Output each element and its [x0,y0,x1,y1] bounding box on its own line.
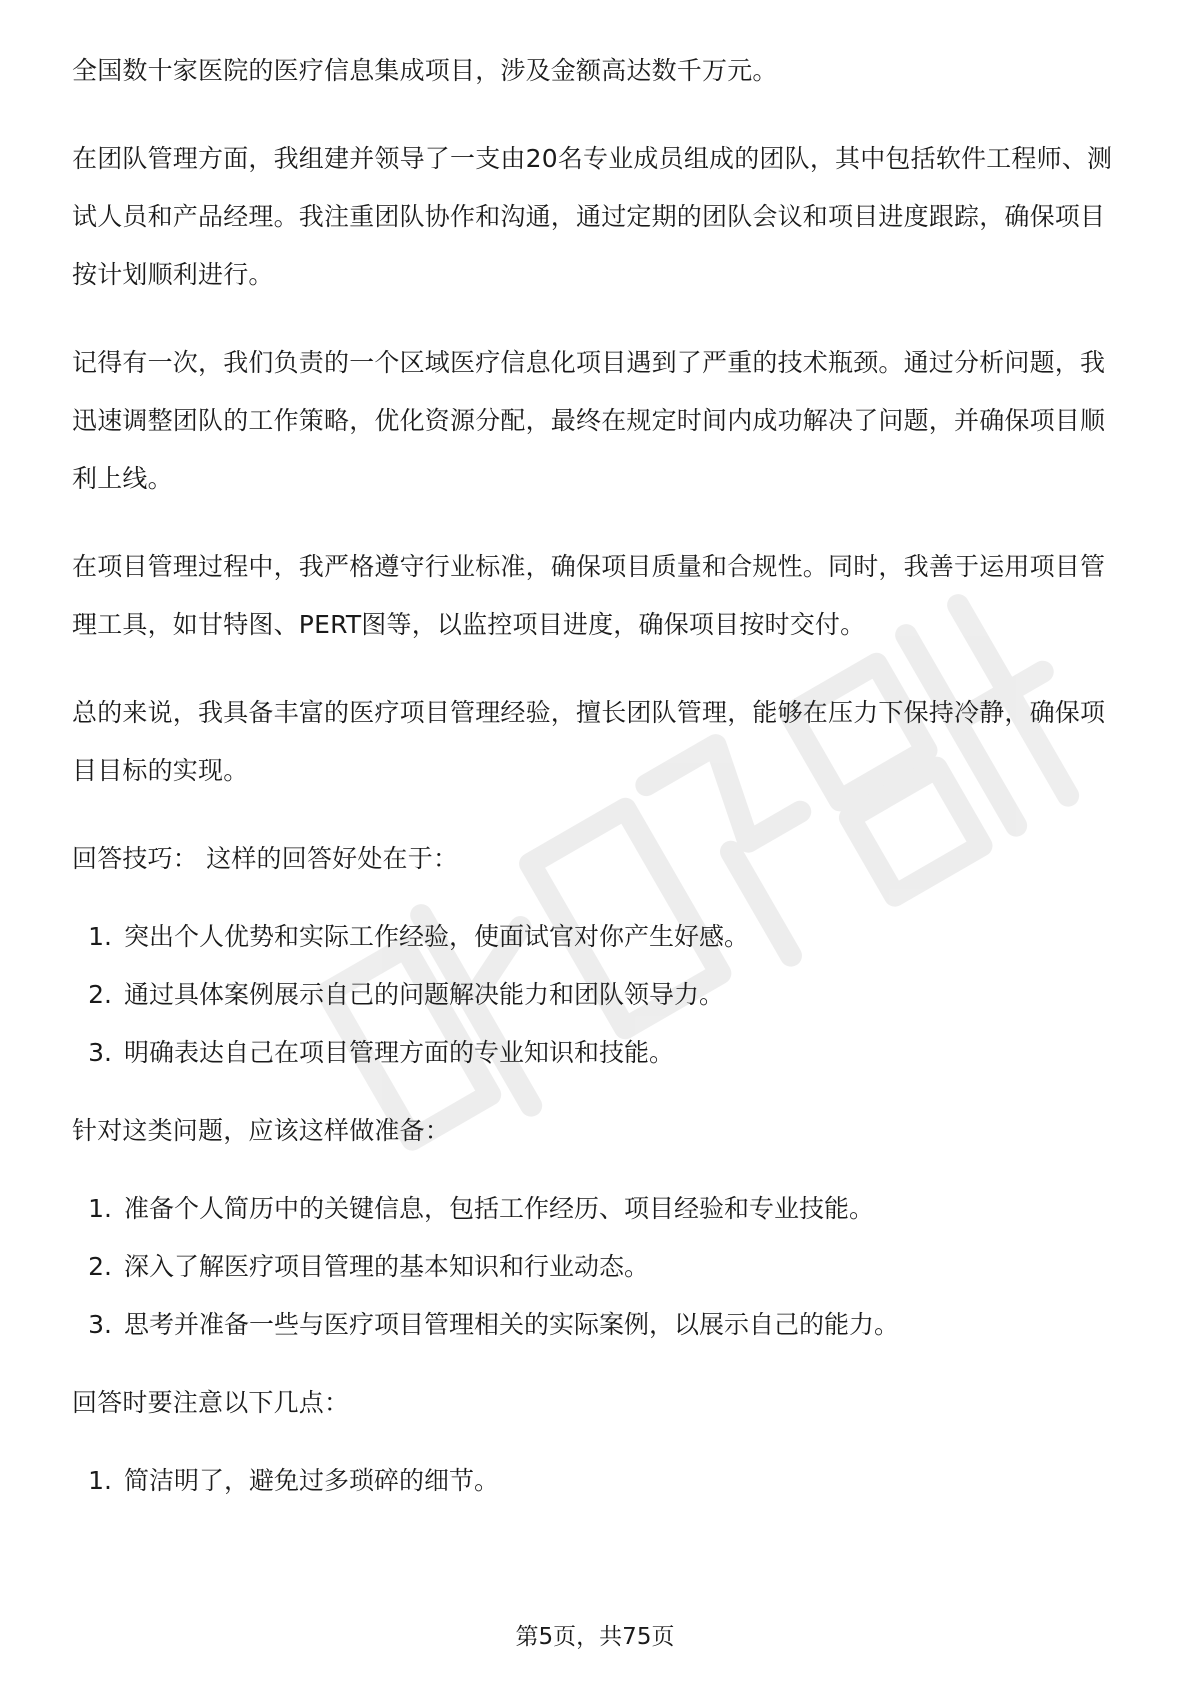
list-item [72,966,1122,1024]
list-number: 2. [88,980,112,1009]
list-item [72,1452,1122,1510]
list-number: 3. [88,1310,112,1339]
list-item [72,1238,1122,1296]
list-number: 1. [88,1194,112,1223]
list-item-text: 明确表达自己在项目管理方面的专业知识和技能。 [124,1038,675,1067]
list-item [72,908,1122,966]
list-item-text: 突出个人优势和实际工作经验，使面试官对你产生好感。 [124,922,750,951]
list-item-text: 深入了解医疗项目管理的基本知识和行业动态。 [124,1252,650,1281]
prep-list [72,1180,1122,1354]
paragraph-1: 全国数十家医院的医疗信息集成项目，涉及金额高达数千万元。 [72,56,778,85]
paragraph-5: 总的来说，我具备丰富的医疗项目管理经验，擅长团队管理，能够在压力下保持冷静，确保项目目标的实现。 [72,698,1106,785]
list-item-text: 准备个人简历中的关键信息，包括工作经历、项目经验和专业技能。 [124,1194,875,1223]
notes-heading: 回答时要注意以下几点： [72,1388,350,1417]
list-item [72,1296,1122,1354]
prep-heading: 针对这类问题，应该这样做准备： [72,1116,451,1145]
list-number: 3. [88,1038,112,1067]
paragraph-3: 记得有一次，我们负责的一个区域医疗信息化项目遇到了严重的技术瓶颈。通过分析问题，我迅速调整团队的工作策略，优化资源分配，最终在规定时间内成功解决了问题，并确保项目顺利上线。 [72,348,1106,493]
paragraph-4: 在项目管理过程中，我严格遵守行业标准，确保项目质量和合规性。同时，我善于运用项目管理工具，如甘特图、PERT图等，以监控项目进度，确保项目按时交付。 [72,552,1106,639]
list-item-text: 通过具体案例展示自己的问题解决能力和团队领导力。 [124,980,725,1009]
paragraph-2: 在团队管理方面，我组建并领导了一支由20名专业成员组成的团队，其中包括软件工程师、测试人员和产品经理。我注重团队协作和沟通，通过定期的团队会议和项目进度跟踪，确保项目按计划顺利进行。 [72,144,1113,289]
list-number: 1. [88,922,112,951]
document-body [72,42,1122,1530]
page-footer: 第5页，共75页 [515,1624,675,1650]
notes-list [72,1452,1122,1510]
list-number: 2. [88,1252,112,1281]
tips-heading: 回答技巧： 这样的回答好处在于： [72,844,459,873]
list-number: 1. [88,1466,112,1495]
list-item [72,1180,1122,1238]
list-item [72,1024,1122,1082]
tips-list [72,908,1122,1082]
list-item-text: 简洁明了，避免过多琐碎的细节。 [124,1466,500,1495]
list-item-text: 思考并准备一些与医疗项目管理相关的实际案例，以展示自己的能力。 [124,1310,900,1339]
